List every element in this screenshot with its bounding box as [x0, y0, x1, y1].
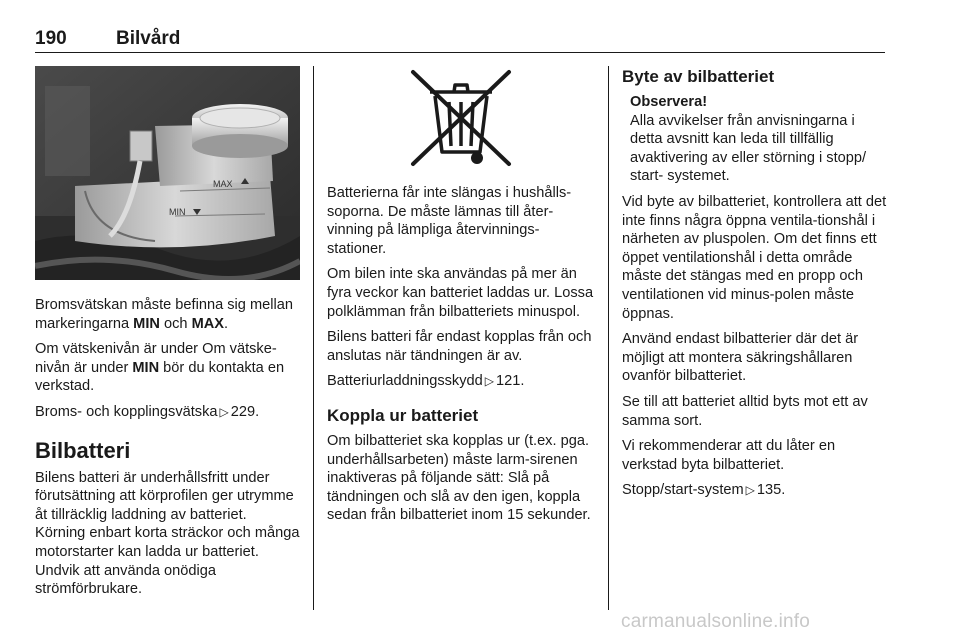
page-reference-link[interactable]: 121. [496, 373, 525, 390]
note-title: Observera! [630, 94, 708, 110]
brake-fluid-paragraph: Bromsvätskan måste befinna sig mellan markeringarna MIN och MAX. [35, 297, 293, 332]
note-text: Alla avvikelser från anvisningarna i detta avsnitt kan leda till tillfällig avaktivering av eller störning i stopp/ start- systemet. [630, 112, 867, 185]
page-reference-link[interactable]: 135. [756, 482, 786, 499]
battery-paragraph: Bilens batteri är underhållsfritt under förutsättning att körprofilen ger utrymme åt tillräcklig laddning av batteriet. Körning enbart korta sträckor och många motorstarter kan ladda ur batteriet. Undvik att använda onödiga strömförbrukare. [35, 469, 300, 598]
brake-fluid-reservoir-photo [35, 66, 300, 280]
storage-paragraph: Om bilen inte ska användas på mer än fyra veckor kan batteriet laddas ur. Lossa polklämman från bilbatteriets minuspol. [327, 266, 594, 320]
stop-start-reference-paragraph: Stopp/start-system ▷ 135. [622, 482, 786, 499]
fuse-holder-paragraph: Använd endast bilbatterier där det är möjligt att montera säkringshållaren ovanför bilbatteriet. [622, 331, 859, 385]
left-column [35, 66, 300, 606]
page-reference-link[interactable]: 229. [230, 403, 260, 420]
middle-column [327, 66, 595, 532]
crossed-out-bin-symbol [327, 66, 595, 176]
column-divider-1 [313, 66, 314, 610]
disposal-paragraph: Batterierna får inte slängas i hushålls-soporna. De måste lämnas till åter-vinning på lämpliga återvinnings-stationer. [327, 185, 572, 257]
column-divider-2 [608, 66, 609, 610]
page-reference-icon: ▷ [219, 404, 229, 419]
right-column [622, 66, 890, 507]
ventilation-paragraph: Vid byte av bilbatteriet, kontrollera att det inte finns några öppna ventila-tionshål i närheten av pluspolen. Om det finns ett öppet ventilationshål i detta område måste det stängas med en propp och ventilationen vid minus-polen måste öppnas. [622, 193, 887, 322]
page-reference-icon: ▷ [484, 374, 494, 389]
page-number: 190 [35, 28, 67, 49]
reservoir-illustration [35, 66, 300, 280]
page-header [35, 26, 885, 53]
crossed-bin-icon [327, 66, 595, 176]
disconnect-battery-heading: Koppla ur batteriet [327, 405, 479, 425]
discharge-protection-paragraph: Batteriurladdningsskydd ▷ 121. [327, 373, 525, 390]
alarm-siren-paragraph: Om bilbatteriet ska kopplas ur (t.ex. pga. underhållsarbeten) måste larm-sirenen inaktiveras på följande sätt: Slå på tändningen och slå av den igen, koppla sedan från bilbatteriet inom 15 sekunder. [327, 432, 591, 524]
site-watermark: carmanualsonline.info [621, 611, 811, 632]
fluid-reference-paragraph: Broms- och kopplingsvätska ▷ 229. [35, 403, 260, 420]
max-mark-label: MAX [213, 179, 233, 189]
section-title: Bilvård [116, 28, 181, 49]
fluid-level-paragraph: Om vätskenivån är under Om vätske-nivån är under MIN bör du kontakta en verkstad. [35, 341, 285, 395]
battery-heading: Bilbatteri [35, 437, 131, 463]
workshop-paragraph: Vi rekommenderar att du låter en verkstad byta bilbatteriet. [622, 438, 836, 473]
min-mark-label: MIN [169, 207, 186, 217]
page-reference-icon: ▷ [745, 483, 755, 498]
replace-battery-heading: Byte av bilbatteriet [622, 67, 775, 86]
disconnect-paragraph: Bilens batteri får endast kopplas från och anslutas när tändningen är av. [327, 329, 592, 364]
note-box [622, 93, 890, 186]
same-type-paragraph: Se till att batteriet alltid byts mot ett av samma sort. [622, 393, 868, 429]
